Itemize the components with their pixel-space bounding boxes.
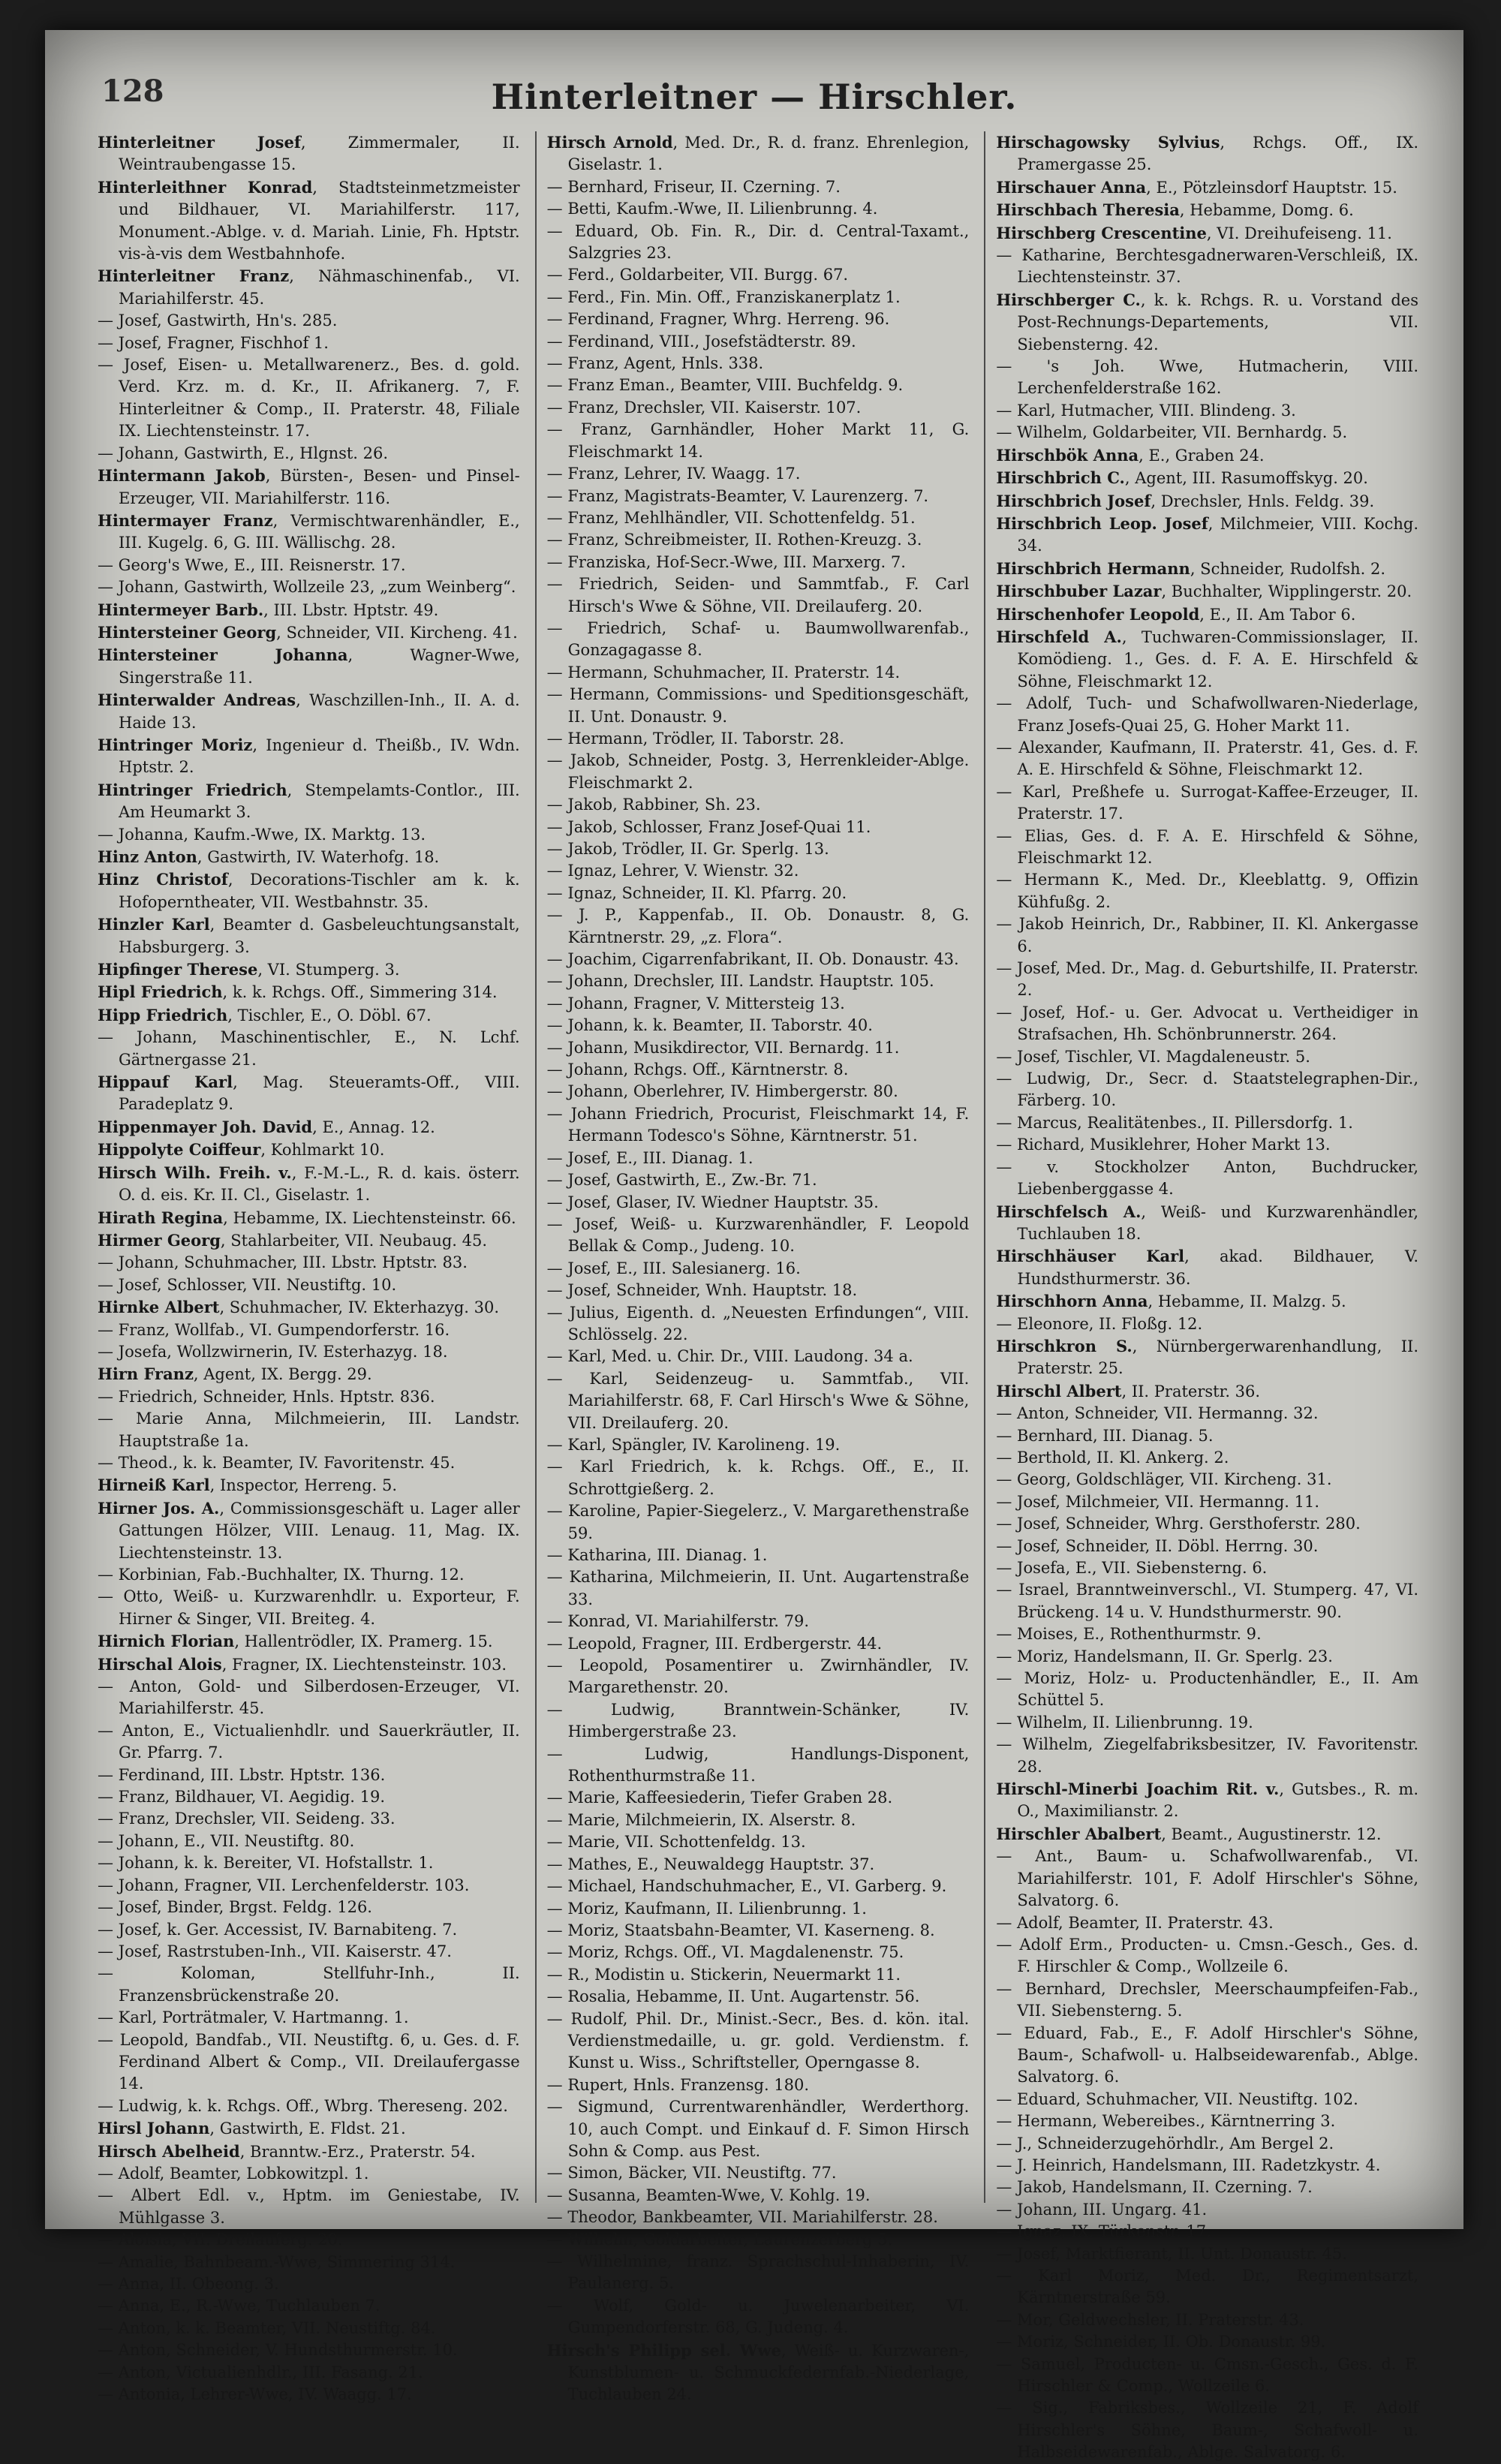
directory-entry: — Anton, Victualienhdlr., III. Fasang. 21. <box>98 2363 423 2381</box>
directory-entry: — Johann, Maschinentischler, E., N. Lchf. Gärtnergasse 21. <box>98 1028 520 1069</box>
directory-entry: Hirschl Albert, II. Praterstr. 36. <box>996 1381 1261 1400</box>
directory-entry: — Eduard, Fab., E., F. Adolf Hirschler's Söhne, Baum-, Schafwoll- u. Halbseidewarenfab., Ablge. Salvatorg. 6. <box>996 2023 1419 2086</box>
directory-entry: — Josef, Weiß- u. Kurzwarenhändler, F. Leopold Bellak & Comp., Judeng. 10. <box>546 1214 970 1256</box>
directory-entry: Hirner Jos. A., Commissionsgeschäft u. Lager aller Gattungen Hölzer, VIII. Lenaug. 11, Mag. IX. Liechtensteinstr. 13. <box>98 1498 520 1562</box>
directory-entry: — Elias, Ges. d. F. A. E. Hirschfeld & Söhne, Fleischmarkt 12. <box>996 826 1419 867</box>
directory-entry: Hirschbach Theresia, Hebamme, Domg. 6. <box>996 200 1354 220</box>
directory-entry: Hirschhäuser Karl, akad. Bildhauer, V. Hundsthurmerstr. 36. <box>996 1247 1419 1288</box>
directory-entry: — Georg's Wwe, E., III. Reisnerstr. 17. <box>98 555 406 574</box>
directory-entry: — Michael, Handschuhmacher, E., VI. Garberg. 9. <box>546 1877 947 1896</box>
directory-entry: — Josef, Marktfierant, II. Unt. Donaustr. 45. <box>996 2244 1347 2263</box>
directory-entry: Hintermeyer Barb., III. Lbstr. Hptstr. 49. <box>98 600 439 619</box>
directory-entry: — Karl, Spängler, IV. Karolineng. 19. <box>546 1435 841 1454</box>
directory-entry: — Ignaz, Lehrer, V. Wienstr. 32. <box>546 862 799 880</box>
directory-entry: Hirschauer Anna, E., Pötzleinsdorf Hauptstr. 15. <box>996 177 1397 197</box>
directory-entry: — Betti, Kaufm.-Wwe, II. Lilienbrunng. 4. <box>546 200 878 218</box>
directory-entry: — Johann, III. Ungarg. 41. <box>996 2200 1208 2219</box>
directory-entry: — 's Joh. Wwe, Hutmacherin, VIII. Lerchenfelderstraße 162. <box>996 357 1419 398</box>
directory-entry: — Hermann, Trödler, II. Taborstr. 28. <box>546 729 844 748</box>
directory-entry: — Josef, Schlosser, VII. Neustiftg. 10. <box>98 1275 397 1294</box>
directory-entry: — Alexander, Kaufmann, II. Praterstr. 41, Ges. d. F. A. E. Hirschfeld & Söhne, Fleischmarkt 12. <box>996 738 1419 779</box>
directory-entry: — Joachim, Cigarrenfabrikant, II. Ob. Donaustr. 43. <box>546 950 959 969</box>
directory-entry: Hirneiß Karl, Inspector, Herreng. 5. <box>98 1476 398 1495</box>
directory-entry: — Wolf, Gold- u. Juwelenarbeiter, VI. Gumpendorferstr. 68, G. Judeng. 4. <box>546 2296 970 2337</box>
directory-entry: — Marie, Milchmeierin, IX. Alserstr. 8. <box>546 1810 856 1829</box>
directory-entry: Hirsl Johann, Gastwirth, E. Fldst. 21. <box>98 2119 406 2138</box>
directory-entry: — Josef, k. Ger. Accessist, IV. Barnabiteng. 7. <box>98 1920 458 1939</box>
column-right <box>984 131 1419 2462</box>
directory-entry: — Johann Friedrich, Procurist, Fleischmarkt 14, F. Hermann Todesco's Söhne, Kärntnerstr. 51. <box>546 1104 970 1145</box>
directory-entry: Hirschberg Crescentine, VI. Dreihufeiseng. 11. <box>996 223 1392 242</box>
directory-entry: Hirath Regina, Hebamme, IX. Liechtensteinstr. 66. <box>98 1208 516 1227</box>
page-number: 128 <box>101 74 164 109</box>
directory-entry: Hirschhorn Anna, Hebamme, II. Malzg. 5. <box>996 1292 1346 1311</box>
directory-entry: — Johann, Gastwirth, Wollzeile 23, „zum Weinberg“. <box>98 578 516 597</box>
directory-entry: — Josef, E., III. Salesianerg. 16. <box>546 1259 801 1277</box>
directory-entry: — Marie Anna, Milchmeierin, III. Landstr. Hauptstraße 1a. <box>98 1410 520 1450</box>
directory-entry: — Mor, Geldwechsler, II. Praterstr. 43. <box>996 2310 1304 2329</box>
directory-entry: — Marcus, Realitätenbes., II. Pillersdorfg. 1. <box>996 1113 1353 1132</box>
directory-entry: — Moises, E., Rothenthurmstr. 9. <box>996 1625 1262 1644</box>
directory-entry: — Friedrich, Schaf- u. Baumwollwarenfab., Gonzagagasse 8. <box>546 618 970 660</box>
directory-entry: Hintersteiner Johanna, Wagner-Wwe, Singerstraße 11. <box>98 645 520 687</box>
directory-entry: — Moriz, Rchgs. Off., VI. Magdalenenstr. 75. <box>546 1943 904 1962</box>
directory-entry: — Wilhelm, Goldarbeiter, Laurenzerberg 5. <box>546 2230 893 2249</box>
directory-entry: — Ludwig, k. k. Rchgs. Off., Wbrg. Thereseng. 202. <box>98 2096 508 2115</box>
directory-entry: — Moriz, Kaufmann, II. Lilienbrunng. 1. <box>546 1899 867 1918</box>
directory-entry: Hirschl-Minerbi Joachim Rit. v., Gutsbes., R. m. O., Maximilianstr. 2. <box>996 1780 1419 1821</box>
directory-entry: — Wilhelmine, franz. Sprachschul-Inhaberin, IV. Paulanerg. 5. <box>546 2252 970 2293</box>
directory-entry: Hintersteiner Georg, Schneider, VII. Kircheng. 41. <box>98 622 518 642</box>
directory-entry: Hinz Anton, Gastwirth, IV. Waterhofg. 18. <box>98 847 440 866</box>
directory-entry: — Bernhard, III. Dianag. 5. <box>996 1426 1214 1445</box>
directory-entry: — Franz, Schreibmeister, II. Rothen-Kreuzg. 3. <box>546 531 922 549</box>
directory-entry: — Franz, Drechsler, VII. Seideng. 33. <box>98 1810 396 1828</box>
directory-entry: — J., Schneiderzugehörhdlr., Am Bergel 2. <box>996 2134 1334 2153</box>
directory-entry: — Adolf, Beamter, II. Praterstr. 43. <box>996 1913 1274 1932</box>
directory-entry: — Karl Moriz, Med. Dr., Regimentsarzt, Kärntnerstraße 59. <box>996 2267 1419 2307</box>
directory-entry: — Josef, Rastrstuben-Inh., VII. Kaiserstr. 47. <box>98 1942 452 1960</box>
directory-entry: Hippauf Karl, Mag. Steueramts-Off., VIII. Paradeplatz 9. <box>98 1073 520 1114</box>
directory-entry: — Josef, Glaser, IV. Wiedner Hauptstr. 35. <box>546 1193 879 1211</box>
directory-entry: — Leopold, Posamentirer u. Zwirnhändler, IV. Margarethenstr. 20. <box>546 1656 970 1697</box>
directory-entry: — Ferdinand, VIII., Josefstädterstr. 89. <box>546 332 856 350</box>
directory-entry: — Wilhelm, Goldarbeiter, VII. Bernhardg. 5. <box>996 423 1348 442</box>
directory-entry: Hirsch's Philipp sel. Wwe, Weiß- u. Kurzwaren-, Kunstblumen- u. Schmuckfedernfab.-Niederlage, Tuchlauben 24. <box>546 2340 970 2404</box>
directory-entry: — Leopold, Fragner, III. Erdbergerstr. 44. <box>546 1634 883 1653</box>
directory-entry: — Karl, Porträtmaler, V. Hartmanng. 1. <box>98 2008 409 2027</box>
directory-entry: — Sig., Fabriksbes., Wollzeile 21, F. Adolf Hirschler's Söhne, Baum-, Schafwoll- u. Halbseidewarenfab., Ablge. Salvatorg. 6. <box>996 2399 1419 2462</box>
directory-entry: Hirschenhofer Leopold, E., II. Am Tabor 6. <box>996 604 1356 624</box>
directory-entry: — Anton, k. k. Beamter, VII. Neustiftg. 84. <box>98 2318 436 2337</box>
directory-entry: Hirsch Arnold, Med. Dr., R. d. franz. Ehrenlegion, Giselastr. 1. <box>546 133 970 174</box>
directory-entry: Hirschberger C., k. k. Rchgs. R. u. Vorstand des Post-Rechnungs-Departements, VII. Siebensterng. 42. <box>996 290 1419 354</box>
directory-entry: — Karl, Hutmacher, VIII. Blindeng. 3. <box>996 401 1296 420</box>
directory-entry: — Katharina, III. Dianag. 1. <box>546 1546 768 1564</box>
directory-entry: — Josef, Schneider, Whrg. Gersthoferstr. 280. <box>996 1515 1361 1533</box>
directory-entry: — Josef, Med. Dr., Mag. d. Geburtshilfe, II. Praterstr. 2. <box>996 959 1419 1000</box>
directory-entry: Hirschfeld A., Tuchwaren-Commissionslager, II. Komödieng. 1., Ges. d. F. A. E. Hirschfeld & Söhne, Fleischmarkt 12. <box>996 627 1419 690</box>
directory-entry: — Franz, Drechsler, VII. Kaiserstr. 107. <box>546 398 862 417</box>
directory-entry: — Josef, Tischler, VI. Magdaleneustr. 5. <box>996 1047 1310 1066</box>
running-head: Hinterleitner — Hirschler. <box>491 77 1018 117</box>
directory-entry: — Koloman, Stellfuhr-Inh., II. Franzensbrückenstraße 20. <box>98 1964 520 2005</box>
column-middle <box>535 131 970 2404</box>
directory-entry: — Wilhelm, Ziegelfabriksbesitzer, IV. Favoritenstr. 28. <box>996 1735 1419 1776</box>
directory-entry: Hirsch Abelheid, Branntw.-Erz., Praterstr. 54. <box>98 2141 476 2161</box>
directory-entry: — Franz, Garnhändler, Hoher Markt 11, G. Fleischmarkt 14. <box>546 420 970 461</box>
directory-entry: — Rudolf, Phil. Dr., Minist.-Secr., Bes. d. kön. ital. Verdienstmedaille, u. gr. gold. Verdienstm. f. Kunst u. Wiss., Schriftsteller, Operngasse 8. <box>546 2009 970 2072</box>
directory-entry: — Anna, II. Obeong. 3. <box>98 2275 279 2293</box>
directory-entry: — Katharina, Milchmeierin, II. Unt. Augartenstraße 33. <box>546 1568 970 1608</box>
directory-entry: — Anton, Schneider, V. Hundsthurmerstr. 10. <box>98 2341 458 2360</box>
directory-entry: — Theod., k. k. Beamter, IV. Favoritenstr. 45. <box>98 1453 456 1472</box>
directory-entry: — Josef, Eisen- u. Metallwarenerz., Bes. d. gold. Verd. Krz. m. d. Kr., II. Afrikanerg. 7, F. Hinterleitner & Comp., II. Praterstr. 48, Filiale IX. Liechtensteinstr. 17. <box>98 356 520 441</box>
directory-entry: Hipfinger Therese, VI. Stumperg. 3. <box>98 960 400 979</box>
directory-entry: Hinterleitner Josef, Zimmermaler, II. Weintraubengasse 15. <box>98 133 520 174</box>
directory-entry: — Marie, Kaffeesiederin, Tiefer Graben 28. <box>546 1789 893 1807</box>
directory-entry: — Eduard, Schuhmacher, VII. Neustiftg. 102. <box>996 2089 1358 2108</box>
directory-entry: — Ferdinand, Fragner, Whrg. Herreng. 96. <box>546 310 890 329</box>
directory-entry: — Ludwig, Handlungs-Disponent, Rothenthurmstraße 11. <box>546 1744 970 1786</box>
directory-entry: Hintringer Friedrich, Stempelamts-Contlor., III. Am Heumarkt 3. <box>98 780 520 822</box>
directory-entry: — Johann, Gastwirth, E., Hlgnst. 26. <box>98 444 389 462</box>
directory-entry: Hirschler Abalbert, Beamt., Augustinerstr. 12. <box>996 1824 1382 1843</box>
directory-columns <box>98 131 1419 2462</box>
directory-entry: — Franz, Wollfab., VI. Gumpendorferstr. 16. <box>98 1320 450 1339</box>
directory-entry: — Johann, k. k. Beamter, II. Taborstr. 40. <box>546 1016 873 1035</box>
directory-entry: — Ferd., Fin. Min. Off., Franziskanerplatz 1. <box>546 287 901 306</box>
directory-entry: — Josefa, E., VII. Siebensterng. 6. <box>996 1559 1268 1577</box>
directory-entry: Hirschagowsky Sylvius, Rchgs. Off., IX. Pramergasse 25. <box>996 133 1419 174</box>
directory-entry: — Josef, Gastwirth, E., Zw.-Br. 71. <box>546 1171 817 1190</box>
directory-entry: Hirschbuber Lazar, Buchhalter, Wipplingerstr. 20. <box>996 582 1412 601</box>
directory-entry: — Franz, Bildhauer, VI. Aegidig. 19. <box>98 1788 386 1807</box>
directory-entry: — Ludwig, Branntwein-Schänker, IV. Himbergerstraße 23. <box>546 1700 970 1741</box>
directory-entry: Hirschal Alois, Fragner, IX. Liechtensteinstr. 103. <box>98 1654 507 1674</box>
directory-entry: — Josef, Schneider, Wnh. Hauptstr. 18. <box>546 1281 858 1300</box>
directory-entry: — Jakob Heinrich, Dr., Rabbiner, II. Kl. Ankergasse 6. <box>996 915 1419 955</box>
directory-entry: — Katharine, Berchtesgadnerwaren-Verschleiß, IX. Liechtensteinstr. 37. <box>996 246 1419 287</box>
directory-entry: — Moriz, Schneider, II. Ob. Donaustr. 99. <box>996 2333 1326 2351</box>
directory-entry: — Susanna, Beamten-Wwe, V. Kohlg. 19. <box>546 2186 871 2204</box>
directory-entry: Hipl Friedrich, k. k. Rchgs. Off., Simmering 314. <box>98 982 498 1002</box>
directory-entry: — Johann, Drechsler, III. Landstr. Hauptstr. 105. <box>546 972 934 991</box>
directory-entry: — Franz, Lehrer, IV. Waagg. 17. <box>546 465 801 483</box>
directory-entry: — Johann, Schuhmacher, III. Lbstr. Hptstr. 83. <box>98 1253 468 1272</box>
directory-entry: — Anton, Schneider, VII. Hermanng. 32. <box>996 1404 1319 1423</box>
directory-entry: — Theodor, Bankbeamter, VII. Mariahilferstr. 28. <box>546 2208 938 2227</box>
directory-entry: — Josef, E., III. Dianag. 1. <box>546 1148 754 1167</box>
directory-entry: — Johann, E., VII. Neustiftg. 80. <box>98 1831 355 1850</box>
directory-entry: — R., Modistin u. Stickerin, Neuermarkt 11. <box>546 1965 901 1984</box>
directory-entry: Hinterleitner Franz, Nähmaschinenfab., VI. Mariahilferstr. 45. <box>98 266 520 308</box>
directory-entry: — Hermann K., Med. Dr., Kleeblattg. 9, Offizin Kühfußg. 2. <box>996 871 1419 911</box>
directory-entry: — Ignaz, IX. Türkenstr. 17. <box>996 2222 1211 2241</box>
directory-entry: — Josef, Hof.- u. Ger. Advocat u. Vertheidiger in Strafsachen, Hh. Schönbrunnerstr. 264. <box>996 1003 1419 1044</box>
directory-entry: — Josef, Milchmeier, VII. Hermanng. 11. <box>996 1492 1320 1511</box>
directory-entry: — Jakob, Trödler, II. Gr. Sperlg. 13. <box>546 840 829 858</box>
directory-entry: — Jakob, Rabbiner, Sh. 23. <box>546 796 761 814</box>
directory-entry: — Albert Edl. v., Hptm. im Geniestabe, IV. Mühlgasse 3. <box>98 2186 520 2227</box>
directory-entry: — J. Heinrich, Handelsmann, III. Radetzkystr. 4. <box>996 2156 1381 2174</box>
directory-entry: — Adolf, Beamter, Lobkowitzpl. 1. <box>98 2164 369 2183</box>
directory-page <box>45 30 1463 2462</box>
directory-entry: Hirmer Georg, Stahlarbeiter, VII. Neubaug. 45. <box>98 1230 488 1250</box>
directory-entry: — Josef, Gastwirth, Hn's. 285. <box>98 311 338 330</box>
directory-entry: — Karl, Seidenzeug- u. Sammtfab., VII. Mariahilferstr. 68, F. Carl Hirsch's Wwe & Söhne, VII. Dreilauferg. 20. <box>546 1369 970 1432</box>
directory-entry: — Franziska, Hof-Secr.-Wwe, III. Marxerg. 7. <box>546 552 906 571</box>
directory-entry: — Moriz, Holz- u. Productenhändler, E., II. Am Schüttel 5. <box>996 1669 1419 1710</box>
directory-entry: — Konrad, VI. Mariahilferstr. 79. <box>546 1612 809 1631</box>
directory-entry: — Josefa, Wollzwirnerin, IV. Esterhazyg. 18. <box>98 1342 448 1361</box>
directory-entry: — Franz Eman., Beamter, VIII. Buchfeldg. 9. <box>546 376 904 395</box>
directory-entry: — Johann, k. k. Bereiter, VI. Hofstallstr. 1. <box>98 1854 434 1873</box>
directory-entry: — Antonia, Lehrer-Wwe, IV. Waagg. 17. <box>98 2385 412 2404</box>
directory-entry: Hirschbrich C., Agent, III. Rasumoffskyg. 20. <box>996 468 1368 488</box>
directory-entry: — Johann, Musikdirector, VII. Bernardg. 11. <box>546 1038 900 1057</box>
directory-entry: — Anton, E., Victualienhdlr. und Sauerkräutler, II. Gr. Pfarrg. 7. <box>98 1721 520 1762</box>
directory-entry: — Israel, Branntweinverschl., VI. Stumperg. 47, VI. Brückeng. 14 u. V. Hundsthurmerstr. 90. <box>996 1581 1419 1621</box>
directory-entry: — Josef, Fragner, Fischhof 1. <box>98 333 329 352</box>
directory-entry: — Moriz, Handelsmann, II. Gr. Sperlg. 23. <box>996 1647 1333 1665</box>
directory-entry: — Rosalia, Hebamme, II. Unt. Augartenstr. 56. <box>546 1987 920 2006</box>
directory-entry: Hirschfelsch A., Weiß- und Kurzwarenhändler, Tuchlauben 18. <box>996 1202 1418 1243</box>
directory-entry: Hipp Friedrich, Tischler, E., O. Döbl. 67. <box>98 1005 432 1024</box>
directory-entry: — Julius, Eigenth. d. „Neuesten Erfindungen“, VIII. Schlösselg. 22. <box>546 1303 970 1343</box>
directory-entry: — Anton, Gold- und Silberdosen-Erzeuger, VI. Mariahilferstr. 45. <box>98 1677 520 1718</box>
directory-entry: — Jakob, Schneider, Postg. 3, Herrenkleider-Ablge. Fleischmarkt 2. <box>546 751 970 792</box>
directory-entry: — Eduard, Ob. Fin. R., Dir. d. Central-Taxamt., Salzgries 23. <box>546 221 970 263</box>
directory-entry: — Georg, Goldschläger, VII. Kircheng. 31. <box>996 1470 1332 1489</box>
directory-entry: Hintermayer Franz, Vermischtwarenhändler, E., III. Kugelg. 6, G. III. Wällischg. 28. <box>98 510 520 552</box>
directory-entry: — Johann, Rchgs. Off., Kärntnerstr. 8. <box>546 1061 849 1079</box>
directory-entry: — Johanna, Kaufm.-Wwe, IX. Marktg. 13. <box>98 825 426 844</box>
directory-entry: Hinz Christof, Decorations-Tischler am k. k. Hofoperntheater, VII. Westbahnstr. 35. <box>98 870 520 911</box>
directory-entry: — Jakob, Schlosser, Franz Josef-Quai 11. <box>546 817 871 836</box>
directory-entry: — Karoline, Papier-Siegelerz., V. Margarethenstraße 59. <box>546 1502 970 1542</box>
directory-entry: — Johann, Fragner, V. Mittersteig 13. <box>546 994 845 1012</box>
directory-entry: — Ferdinand, III. Lbstr. Hptstr. 136. <box>98 1765 386 1784</box>
directory-entry: — Marie, VII. Schottenfeldg. 13. <box>546 1833 806 1852</box>
directory-entry: — Otto, Weiß- u. Kurzwarenhdlr. u. Exporteur, F. Hirner & Singer, VII. Breiteg. 4. <box>98 1587 520 1628</box>
directory-entry: — Josef, Schneider, II. Döbl. Herrng. 30. <box>996 1536 1319 1555</box>
directory-entry: Hirn Franz, Agent, IX. Bergg. 29. <box>98 1364 372 1384</box>
directory-entry: — Hermann, Schuhmacher, II. Praterstr. 14. <box>546 663 901 681</box>
directory-entry: — J. P., Kappenfab., II. Ob. Donaustr. 8, G. Kärntnerstr. 29, „z. Flora“. <box>546 906 970 946</box>
directory-entry: Hirnke Albert, Schuhmacher, IV. Ekterhazyg. 30. <box>98 1298 500 1317</box>
directory-entry: Hintringer Moriz, Ingenieur d. Theißb., IV. Wdn. Hptstr. 2. <box>98 735 520 777</box>
directory-entry: — Ant., Baum- u. Schafwollwarenfab., VI. Mariahilferstr. 101, F. Adolf Hirschler's Söhne, Salvatorg. 6. <box>996 1847 1419 1910</box>
directory-entry: — Eleonore, II. Floßg. 12. <box>996 1314 1203 1333</box>
directory-entry: — Berthold, II. Kl. Ankerg. 2. <box>996 1448 1229 1467</box>
directory-entry: — Rupert, Hnls. Franzensg. 180. <box>546 2075 810 2094</box>
directory-entry: Hinterleithner Konrad, Stadtsteinmetzmeister und Bildhauer, VI. Mariahilferstr. 117, Monument.-Ablge. v. d. Mariah. Linie, Fh. Hptstr. vis-à-vis dem Westbahnhofe. <box>98 177 520 263</box>
directory-entry: — Bernhard, Drechsler, Meerschaumpfeifen-Fab., VII. Siebensterng. 5. <box>996 1979 1419 2020</box>
directory-entry: — Samuel, Producten- u. Cmsn.-Gesch., Ges. d. F. Hirschler & Comp., Wollzeile 6. <box>996 2354 1419 2396</box>
column-left <box>98 131 520 2404</box>
directory-entry: Hirschbrich Hermann, Schneider, Rudolfsh. 2. <box>996 558 1386 578</box>
directory-entry: — Johann, Oberlehrer, IV. Himbergerstr. 80. <box>546 1082 898 1101</box>
directory-entry: Hirschbrich Leop. Josef, Milchmeier, VIII. Kochg. 34. <box>996 513 1419 555</box>
directory-entry: — Ignaz, Schneider, II. Kl. Pfarrg. 20. <box>546 883 847 902</box>
directory-entry: — Franz, Agent, Hnls. 338. <box>546 354 764 373</box>
directory-entry: — Korbinian, Fab.-Buchhalter, IX. Thurng. 12. <box>98 1566 465 1584</box>
directory-entry: — Friedrich, Seiden- und Sammtfab., F. Carl Hirsch's Wwe & Söhne, VII. Dreilauferg. 20. <box>546 575 970 615</box>
directory-entry: — Richard, Musiklehrer, Hoher Markt 13. <box>996 1136 1331 1154</box>
directory-entry: — Wilhelm, II. Lilienbrunng. 19. <box>996 1713 1253 1731</box>
directory-entry: — Simon, Bäcker, VII. Neustiftg. 77. <box>546 2164 837 2183</box>
directory-entry: — Josef, Binder, Brgst. Feldg. 126. <box>98 1898 372 1917</box>
directory-entry: — Friedrich, Schneider, Hnls. Hptstr. 836. <box>98 1387 435 1406</box>
directory-entry: — Karl Friedrich, k. k. Rchgs. Off., E., II. Schrottgießerg. 2. <box>546 1458 970 1498</box>
directory-entry: — Karl, Preßhefe u. Surrogat-Kaffee-Erzeuger, II. Praterstr. 17. <box>996 782 1419 823</box>
directory-entry: Hirschkron S., Nürnbergerwarenhandlung, II. Praterstr. 25. <box>996 1336 1418 1378</box>
directory-entry: — Adolf Erm., Producten- u. Cmsn.-Gesch., Ges. d. F. Hirschler & Comp., Wollzeile 6. <box>996 1935 1419 1976</box>
directory-entry: — Johann, Fragner, VII. Lerchenfelderstr. 103. <box>98 1876 470 1894</box>
directory-entry: Hirnich Florian, Hallentrödler, IX. Pramerg. 15. <box>98 1632 493 1651</box>
directory-entry: — Hermann, Commissions- und Speditionsgeschäft, II. Unt. Donaustr. 9. <box>546 685 970 726</box>
directory-entry: Hinzler Karl, Beamter d. Gasbeleuchtungsanstalt, Habsburgerg. 3. <box>98 915 520 956</box>
directory-entry: Hirschbök Anna, E., Graben 24. <box>996 445 1265 465</box>
directory-entry: — Franz, Mehlhändler, VII. Schottenfeldg. 51. <box>546 508 916 527</box>
directory-entry: — Moriz, Staatsbahn-Beamter, VI. Kaserneng. 8. <box>546 1921 935 1939</box>
directory-entry: Hippenmayer Joh. David, E., Annag. 12. <box>98 1117 435 1136</box>
directory-entry: Hinterwalder Andreas, Waschzillen-Inh., II. A. d. Haide 13. <box>98 690 520 732</box>
directory-entry: — Ferd., Goldarbeiter, VII. Burgg. 67. <box>546 266 849 284</box>
directory-entry: — Leopold, Bandfab., VII. Neustiftg. 6, u. Ges. d. F. Ferdinand Albert & Comp., VII. Dreilaufergasse 14. <box>98 2030 520 2093</box>
directory-entry: — Anna, E., R.-Wwe, Tuchlauben 7. <box>98 2297 381 2315</box>
directory-entry: — Hermann, Webereibes., Kärntnerring 3. <box>996 2112 1336 2131</box>
directory-entry: — Ludwig, Dr., Secr. d. Staatstelegraphen-Dir., Färberg. 10. <box>996 1070 1419 1110</box>
directory-entry: — Sigmund, Currentwarenhändler, Werderthorg. 10, auch Compt. und Einkauf d. F. Simon Hirsch Sohn & Comp. aus Pest. <box>546 2098 970 2160</box>
directory-entry: — Jakob, Handelsmann, II. Czerning. 7. <box>996 2178 1313 2197</box>
directory-entry: — Karl, Med. u. Chir. Dr., VIII. Laudong. 34 a. <box>546 1347 913 1366</box>
directory-entry: Hippolyte Coiffeur, Kohlmarkt 10. <box>98 1140 385 1160</box>
directory-entry: — Mathes, E., Neuwaldegg Hauptstr. 37. <box>546 1855 875 1873</box>
directory-entry: — Franz, Magistrats-Beamter, V. Laurenzerg. 7. <box>546 486 929 505</box>
directory-entry: Hirschbrich Josef, Drechsler, Hnls. Feldg. 39. <box>996 491 1375 510</box>
directory-entry: — v. Stockholzer Anton, Buchdrucker, Liebenberggasse 4. <box>996 1157 1419 1199</box>
directory-entry: — Bernhard, Friseur, II. Czerning. 7. <box>546 177 841 196</box>
directory-entry: — Adolf, Tuch- und Schafwollwaren-Niederlage, Franz Josefs-Quai 25, G. Hoher Markt 11. <box>996 694 1419 735</box>
directory-entry: — Aloisia, VII. Dreilauferg. 20. <box>98 2231 343 2249</box>
directory-entry: Hintermann Jakob, Bürsten-, Besen- und Pinsel-Erzeuger, VII. Mariahilferstr. 116. <box>98 466 520 507</box>
directory-entry: Hirsch Wilh. Freih. v., F.-M.-L., R. d. kais. österr. O. d. eis. Kr. II. Cl., Giselastr. 1. <box>98 1163 520 1205</box>
directory-entry: — Amalie, Bahnbeam.-Wwe, Simmering 314. <box>98 2252 456 2271</box>
